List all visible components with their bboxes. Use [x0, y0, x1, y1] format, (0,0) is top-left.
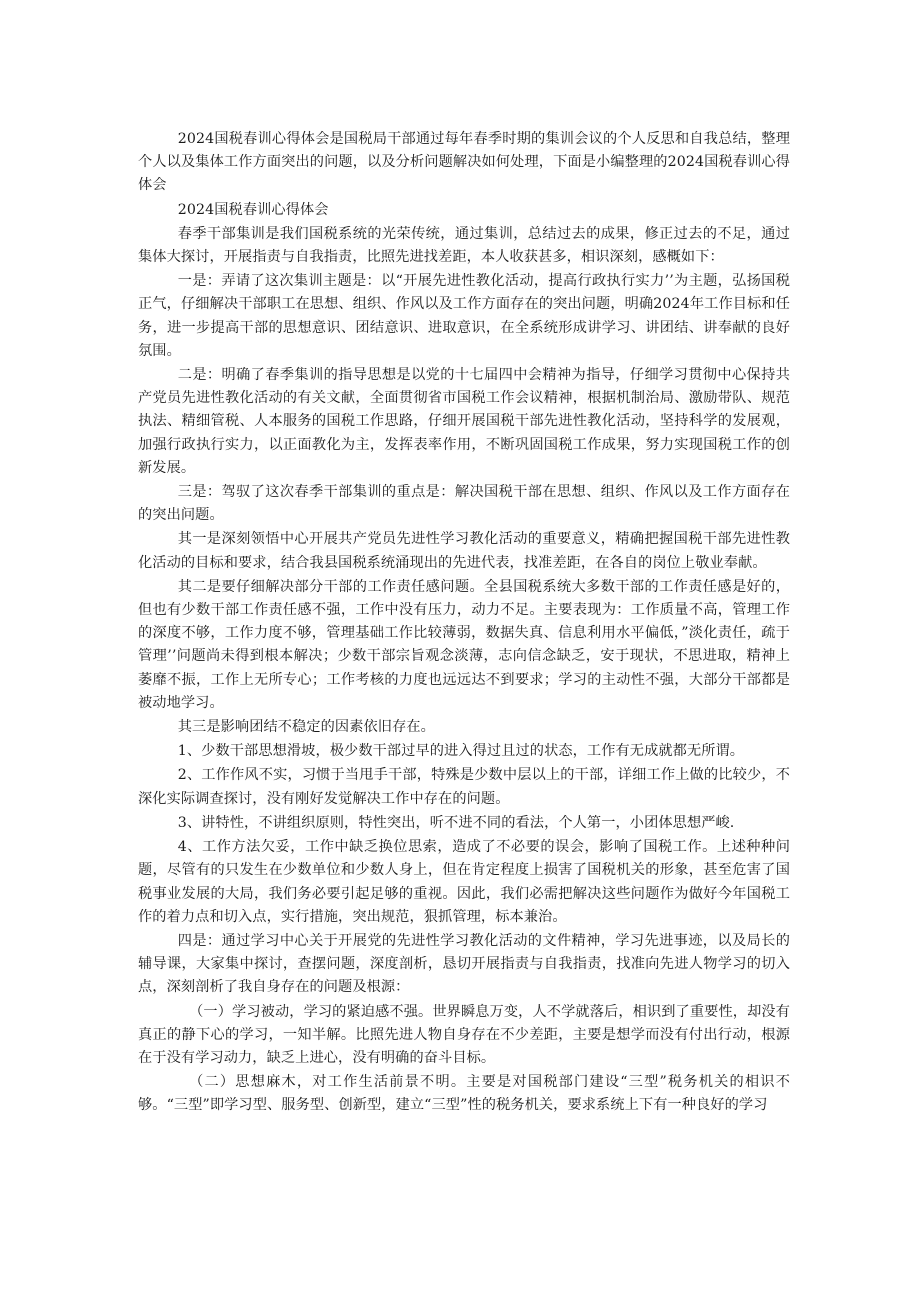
list-item: 3、讲特性，不讲组织原则，特性突出，听不进不同的看法，个人第一，小团体思想严峻.: [177, 814, 735, 831]
list-item: 1、少数干部思想滑坡，极少数干部过早的进入得过且过的状态，工作有无成就都无所谓。: [177, 743, 745, 760]
intro-paragraph: 2024国税春训心得体会是国税局干部通过每年春季时期的集训会议的个人反思和自我总结，整理个人以及集体工作方面突出的问题，以及分析问题解决如何处理，下面是小编整理的2024国税春训心得体会: [138, 131, 790, 194]
document-page: [138, 128, 790, 1119]
body-paragraph: 四是：通过学习中心关于开展党的先进性学习教化活动的文件精神，学习先进事迹，以及局长的辅导课，大家集中探讨，查摆问题，深度剖析，恳切开展指责与自我指责，找准向先进人物学习的切入点，深刻剖析了我自身存在的问题及根源：: [138, 932, 790, 996]
body-paragraph: 其一是深刻领悟中心开展共产党员先进性学习教化活动的重要意义，精确把握国税干部先进性教化活动的目标和要求，结合我县国税系统涌现出的先进代表，找准差距，在各自的岗位上敬业奉献。: [138, 531, 790, 571]
sub-paragraph: （二）思想麻木，对工作生活前景不明。主要是对国税部门建设“三型”税务机关的相识不够。“三型”即学习型、服务型、创新型，建立“三型”性的税务机关，要求系统上下有一种良好的学习: [138, 1074, 790, 1114]
body-paragraph: 其二是要仔细解决部分干部的工作责任感问题。全县国税系统大多数干部的工作责任感是好的，但也有少数干部工作责任感不强，工作中没有压力，动力不足。主要表现为：工作质量不高，管理工作的深度不够，工作力度不够，管理基础工作比较薄弱，数据失真、信息利用水平偏低，”淡化责任，疏于管理’’问题尚未得到根本解决；少数干部宗旨观念淡薄，志向信念缺乏，安于现状，不思进取，精神上萎靡不振，工作上无所专心；工作考核的力度也远远达不到要求；学习的主动性不强，大部分干部都是被动地学习。: [138, 578, 790, 711]
sub-paragraph: （一）学习被动，学习的紧迫感不强。世界瞬息万变，人不学就落后，相识到了重要性，却没有真正的静下心的学习，一知半解。比照先进人物自身存在不少差距，主要是想学而没有付出行动，根源在于没有学习动力，缺乏上进心，没有明确的奋斗目标。: [138, 1003, 790, 1066]
body-paragraph: 春季干部集训是我们国税系统的光荣传统，通过集训，总结过去的成果，修正过去的不足，通过集体大探讨，开展指责与自我指责，比照先进找差距，本人收获甚多，相识深刻，感概如下：: [138, 225, 790, 266]
body-paragraph: 一是：弄请了这次集训主题是：以“开展先进性教化活动，提高行政执行实力’’为主题，弘扬国税正气，仔细解决干部职工在思想、组织、作风以及工作方面存在的突出问题，明确2024年工作目标和任务，进一步提高干部的思想意识、团结意识、进取意识，在全系统形成讲学习、讲团结、讲奉献的良好氛围。: [138, 273, 790, 359]
list-item: 4、工作方法欠妥，工作中缺乏换位思索，造成了不必要的误会，影响了国税工作。上述种种问题，尽管有的只发生在少数单位和少数人身上，但在肯定程度上损害了国税机关的形象，甚至危害了国税事业发展的大局，我们务必要引起足够的重视。因此，我们必需把解决这些问题作为做好今年国税工作的着力点和切入点，实行措施，突出规范，狠抓管理，标本兼治。: [138, 839, 790, 925]
body-paragraph: 其三是影响团结不稳定的因素依旧存在。: [177, 719, 435, 736]
body-paragraph: 三是：驾驭了这次春季干部集训的重点是：解决国税干部在思想、组织、作风以及工作方面存在的突出问题。: [138, 484, 790, 524]
body-paragraph: 二是：明确了春季集训的指导思想是以党的十七届四中会精神为指导，仔细学习贯彻中心保持共产党员先进性教化活动的有关文献，全面贯彻省市国税工作会议精神，根据机制治局、激励带队、规范执法、精细管税、人本服务的国税工作思路，仔细开展国税干部先进性教化活动，坚持科学的发展观，加强行政执行实力，以正面教化为主，发挥表率作用，不断巩固国税工作成果，努力实现国税工作的创新发展。: [138, 367, 790, 476]
list-item: 2、工作作风不实，习惯于当甩手干部，特殊是少数中层以上的干部，详细工作上做的比较少，不深化实际调查探讨，没有刚好发觉解决工作中存在的问题。: [138, 767, 790, 807]
document-title: 2024国税春训心得体会: [177, 201, 329, 218]
